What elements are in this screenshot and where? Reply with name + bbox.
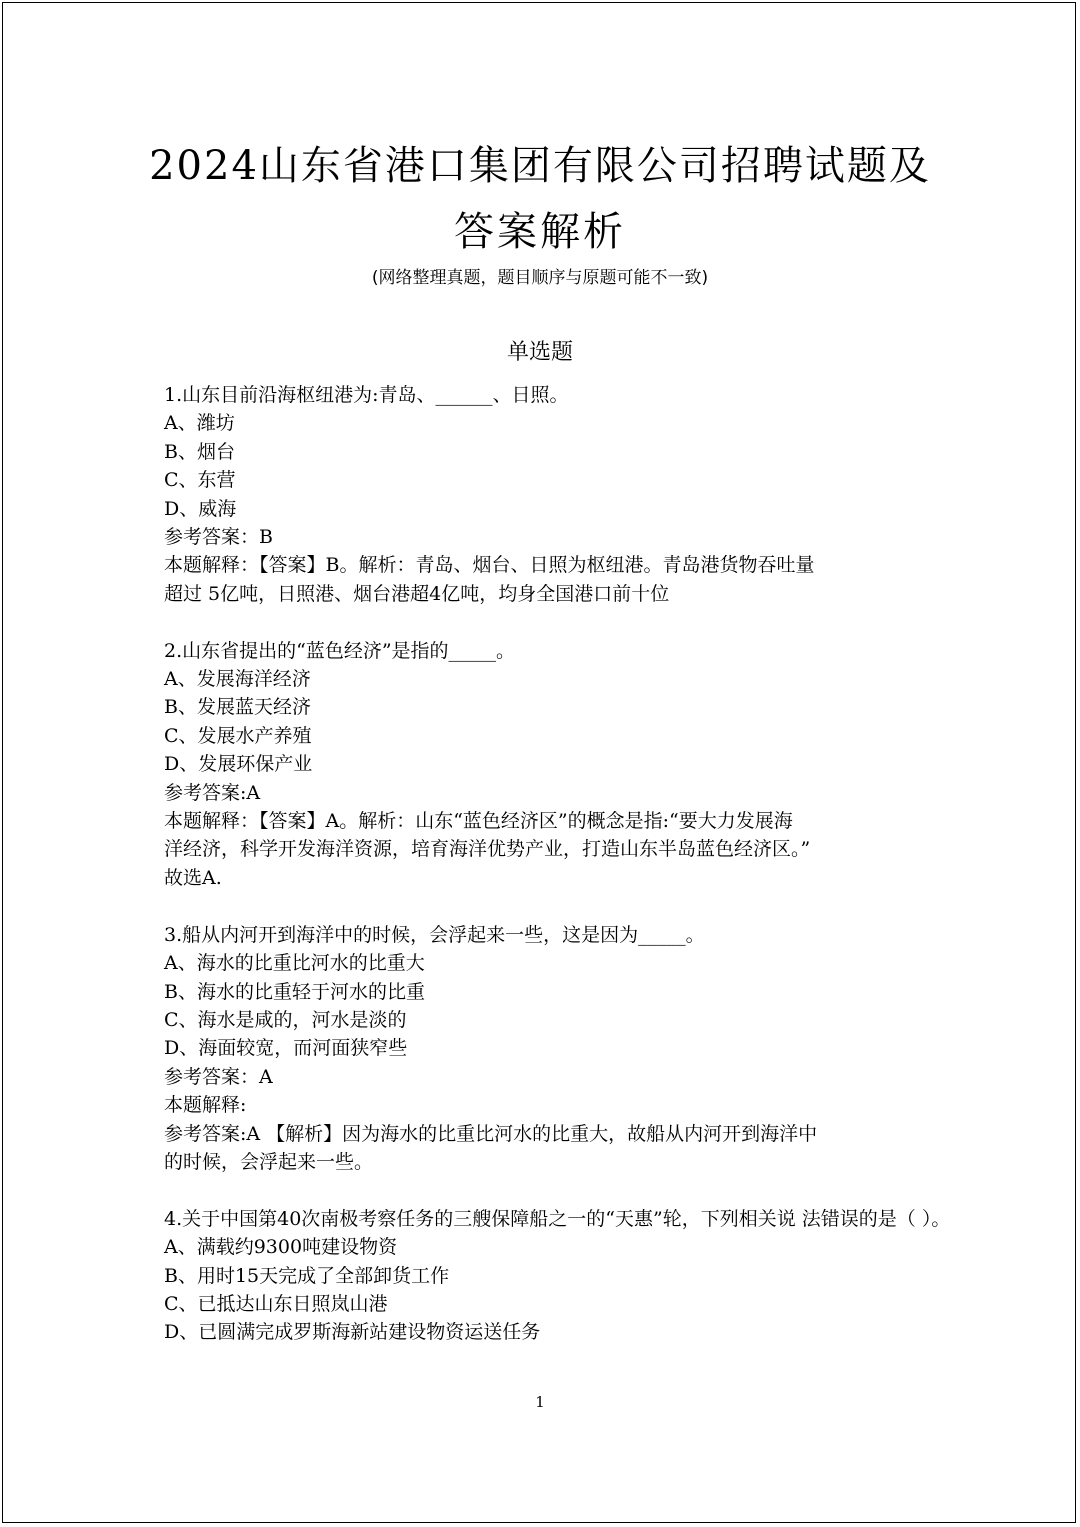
- option-a: A、发展海洋经济: [164, 668, 311, 691]
- option-b: B、烟台: [164, 440, 235, 463]
- option-d: D、威海: [164, 497, 237, 520]
- explanation-line: 参考答案:A 【解析】因为海水的比重比河水的比重大，故船从内河开到海洋中: [164, 1122, 818, 1145]
- answer-text: 参考答案：B: [164, 526, 273, 549]
- option-b: B、发展蓝天经济: [164, 696, 311, 719]
- document-subtitle: (网络整理真题，题目顺序与原题可能不一致): [371, 268, 709, 288]
- answer-text: 参考答案：A: [164, 1065, 273, 1088]
- option-b: B、海水的比重轻于河水的比重: [164, 980, 425, 1003]
- question-block: [164, 637, 924, 893]
- page-number: 1: [535, 1393, 545, 1411]
- question-block: [164, 381, 924, 608]
- option-a: A、潍坊: [164, 412, 235, 435]
- option-d: D、海面较宽，而河面狭窄些: [164, 1037, 408, 1060]
- option-b: B、用时15天完成了全部卸货工作: [164, 1264, 450, 1287]
- question-block: [164, 1205, 951, 1347]
- question-text: 3.船从内河开到海洋中的时候，会浮起来一些，这是因为_____。: [164, 923, 705, 946]
- explanation-line: 洋经济，科学开发海洋资源，培育海洋优势产业，打造山东半岛蓝色经济区。”: [164, 838, 811, 861]
- explanation-line: 本题解释:: [164, 1094, 247, 1117]
- option-d: D、已圆满完成罗斯海新站建设物资运送任务: [164, 1321, 541, 1344]
- option-c: C、已抵达山东日照岚山港: [164, 1292, 388, 1315]
- question-text: 1.山东目前沿海枢纽港为:青岛、______、日照。: [164, 384, 569, 406]
- document-title-line-1: 2024山东省港口集团有限公司招聘试题及: [149, 143, 931, 189]
- option-a: A、海水的比重比河水的比重大: [164, 952, 425, 975]
- document-title-line-2: 答案解析: [454, 209, 626, 255]
- option-a: A、满载约9300吨建设物资: [164, 1236, 398, 1259]
- question-list: [164, 381, 951, 1347]
- question-text: 2.山东省提出的“蓝色经济”是指的_____。: [164, 639, 516, 662]
- answer-text: 参考答案:A: [164, 781, 261, 804]
- explanation-line: 本题解释：【答案】B。解析：青岛、烟台、日照为枢纽港。青岛港货物吞吐量: [164, 554, 815, 577]
- option-d: D、发展环保产业: [164, 753, 313, 776]
- option-c: C、东营: [164, 469, 236, 492]
- explanation-line: 超过 5亿吨，日照港、烟台港超4亿吨，均身全国港口前十位: [164, 582, 670, 605]
- section-heading: 单选题: [506, 340, 573, 365]
- option-c: C、发展水产养殖: [164, 724, 312, 747]
- option-c: C、海水是咸的，河水是淡的: [164, 1008, 407, 1031]
- question-text: 4.关于中国第40次南极考察任务的三艘保障船之一的“天惠”轮，下列相关说 法错误的是（ ）。: [164, 1207, 951, 1230]
- explanation-line: 的时候，会浮起来一些。: [164, 1150, 374, 1173]
- question-block: [164, 921, 924, 1177]
- explanation-line: 本题解释：【答案】A。解析：山东“蓝色经济区”的概念是指:“要大力发展海: [164, 810, 793, 833]
- explanation-line: 故选A.: [164, 866, 222, 889]
